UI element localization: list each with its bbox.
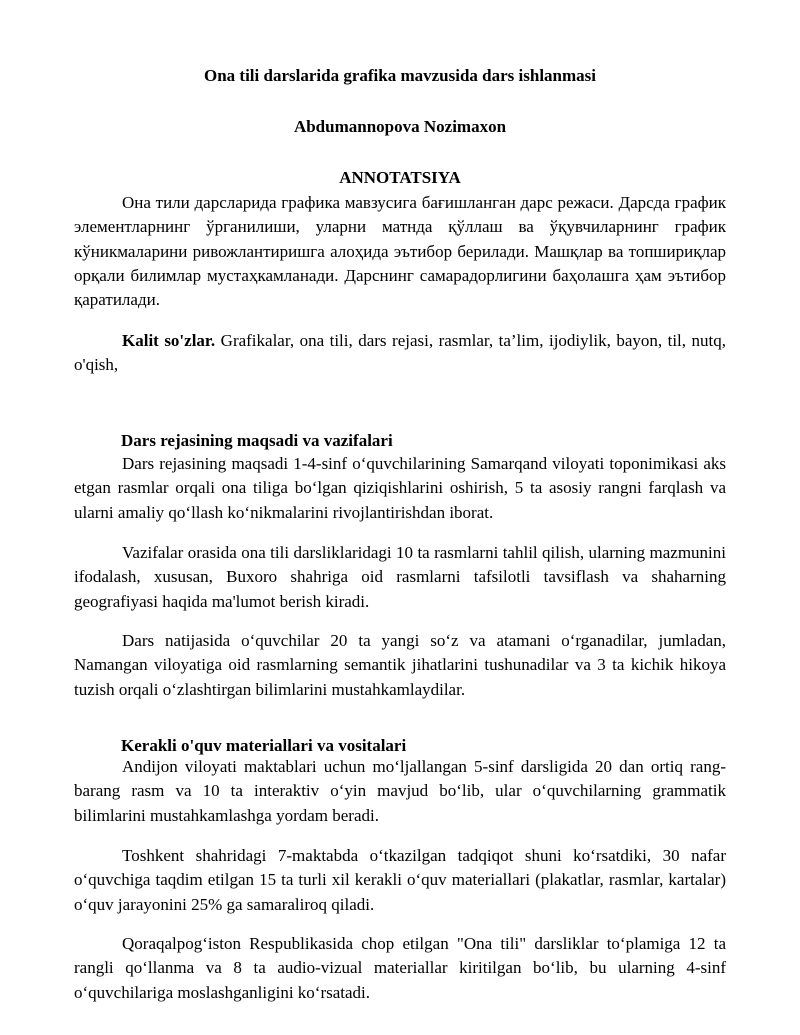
keywords-text: Grafikalar, ona tili, dars rejasi, rasmlar, ta’lim, ijodiylik, bayon, til, nutq, o'qish, (74, 331, 726, 375)
keywords-paragraph (74, 329, 726, 378)
section-heading-goals: Dars rejasining maqsadi va vazifalari (121, 431, 393, 450)
goals-paragraph-2: Vazifalar orasida ona tili darsliklaridagi 10 ta rasmlarni tahlil qilish, ularning mazmunini ifodalash, xususan, Buxoro shahriga oid rasmlarni tafsilotli tavsiflash va shaharning geografiyasi haqida ma'lumot berish kiradi. (74, 543, 726, 611)
annotation-heading: ANNOTATSIYA (339, 168, 461, 187)
materials-paragraph-1: Andijon viloyati maktablari uchun mo‘ljallangan 5-sinf darsligida 20 dan ortiq rang-barang rasm va 10 ta interaktiv o‘yin mavjud bo‘lib, ular o‘quvchilarning grammatik bilimlarini mustahkamlashga yordam beradi. (74, 757, 726, 825)
annotation-paragraph: Она тили дарсларида графика мавзусига бағишланган дарс режаси. Дарсда график элементларнинг ўрганилиши, уларни матнда қўллаш ва ўқувчиларнинг график кўникмаларини ривожлантиришга алоҳида эътибор берилади. Машқлар ва топшириқлар орқали билимлар мустаҳкамланади. Дарснинг самарадорлигини баҳолашга ҳам эътибор қаратилади. (74, 193, 726, 310)
goals-paragraph-3: Dars natijasida o‘quvchilar 20 ta yangi so‘z va atamani o‘rganadilar, jumladan, Namangan viloyatiga oid rasmlarning semantik jihatlarini tushunadilar va 3 ta kichik hikoya tuzish orqali o‘zlashtirgan bilimlarini mustahkamlaydilar. (74, 631, 726, 699)
goals-paragraph-1: Dars rejasining maqsadi 1-4-sinf o‘quvchilarining Samarqand viloyati toponimikasi aks etgan rasmlar orqali ona tiliga bo‘lgan qiziqishlarini oshirish, 5 ta asosiy rangni farqlash va ularni amaliy qo‘llash ko‘nikmalarini rivojlantirishdan iborat. (74, 454, 726, 522)
section-heading-materials: Kerakli o'quv materiallari va vositalari (121, 736, 407, 755)
materials-paragraph-2: Toshkent shahridagi 7-maktabda o‘tkazilgan tadqiqot shuni ko‘rsatdiki, 30 nafar o‘quvchiga taqdim etilgan 15 ta turli xil kerakli o‘quv materiallari (plakatlar, rasmlar, kartalar) o‘quv jarayonini 25% ga samaraliroq qiladi. (74, 846, 726, 914)
keywords-label: Kalit so'zlar. (122, 331, 216, 350)
document-title: Ona tili darslarida grafika mavzusida dars ishlanmasi (204, 66, 596, 85)
materials-paragraph-3: Qoraqalpog‘iston Respublikasida chop etilgan "Ona tili" darsliklar to‘plamiga 12 ta rangli qo‘llanma va 8 ta audio-vizual materiallar kiritilgan bo‘lib, bu ularning 4-sinf o‘quvchilariga moslashganligini ko‘rsatadi. (74, 934, 726, 1002)
author-name: Abdumannopova Nozimaxon (293, 117, 507, 136)
